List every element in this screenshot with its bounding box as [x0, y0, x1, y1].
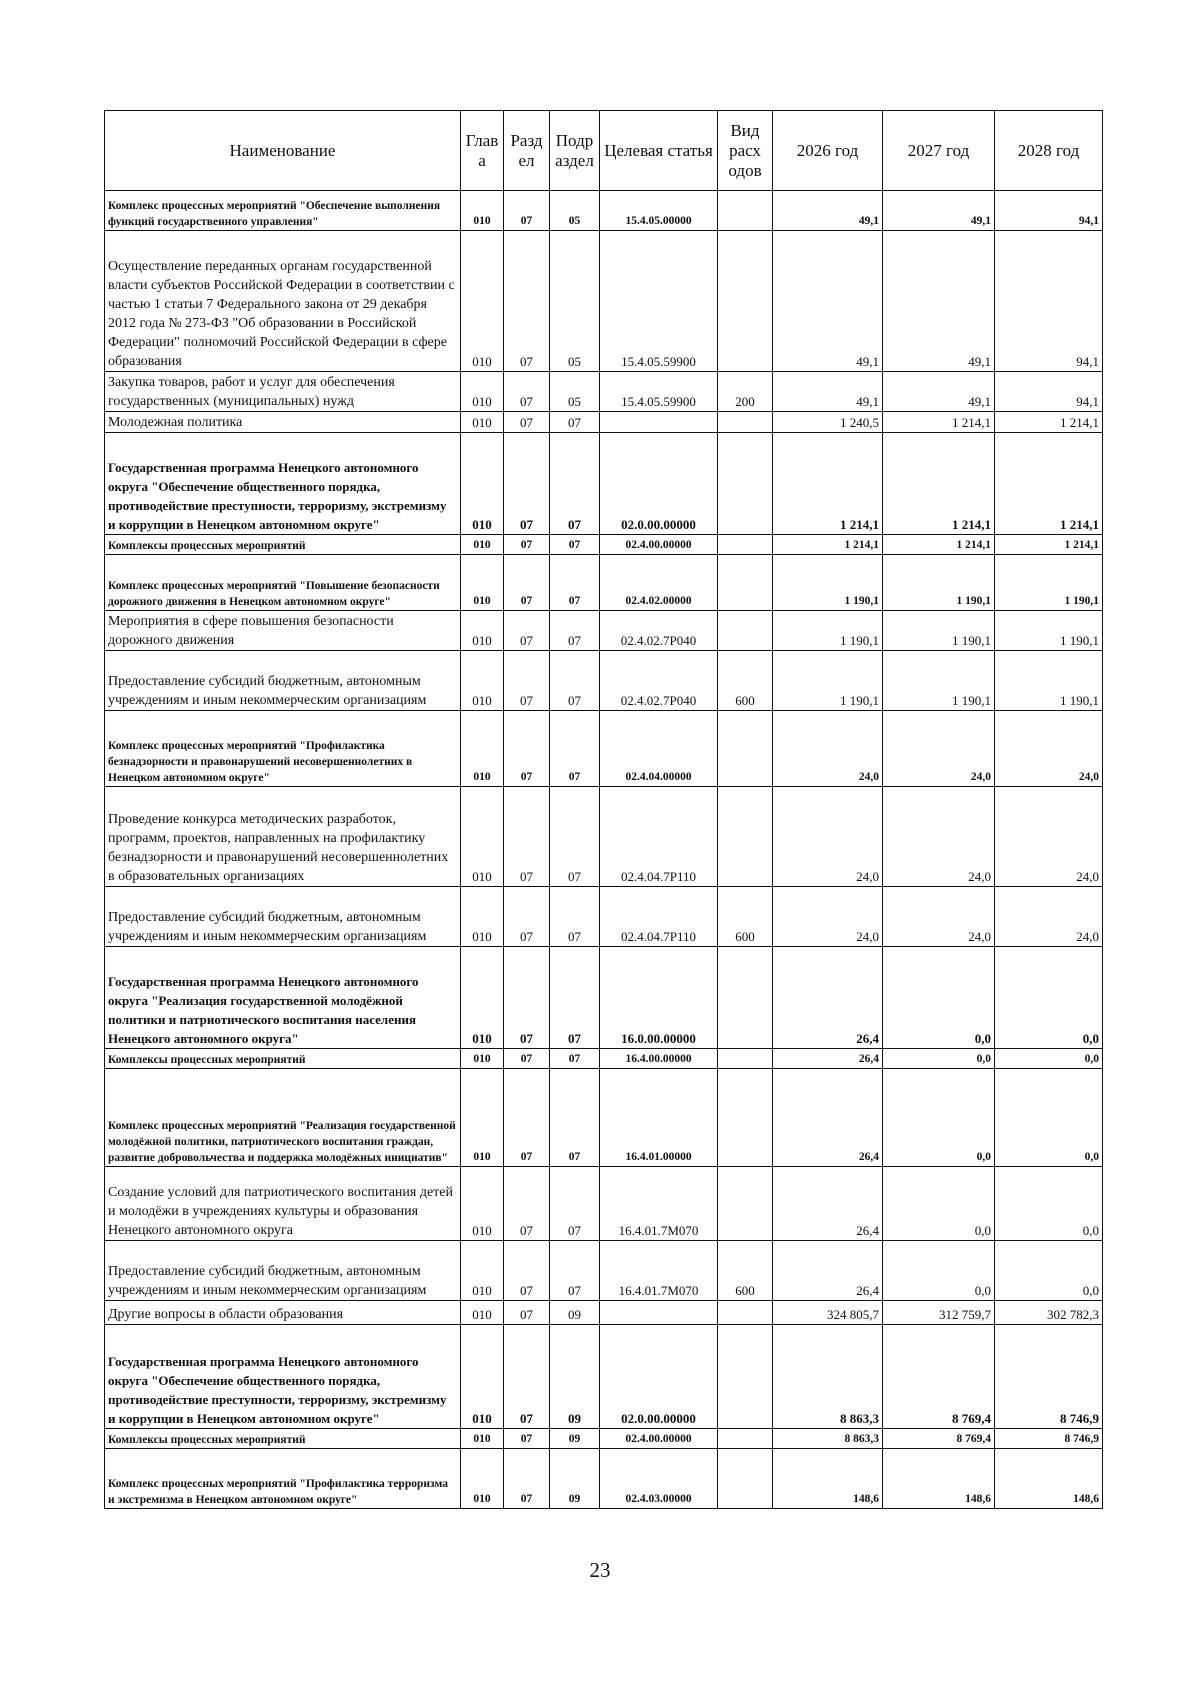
row-glava: 010	[461, 651, 504, 711]
table-row	[105, 1069, 1103, 1167]
row-podrazdel: 05	[550, 372, 600, 412]
table-row	[105, 1449, 1103, 1509]
row-expense-type	[718, 412, 773, 433]
row-glava: 010	[461, 1325, 504, 1429]
row-razdel: 07	[504, 1325, 550, 1429]
row-razdel: 07	[504, 412, 550, 433]
row-razdel: 07	[504, 433, 550, 535]
row-name: Проведение конкурса методических разработок, программ, проектов, направленных на профилактику безнадзорности и правонарушений несовершеннолетних в образовательных организациях	[105, 787, 461, 887]
row-glava: 010	[461, 555, 504, 611]
row-podrazdel: 07	[550, 433, 600, 535]
row-podrazdel: 07	[550, 1049, 600, 1069]
row-value-2027: 49,1	[883, 191, 995, 231]
row-target-article: 02.4.00.00000	[600, 1429, 718, 1449]
row-value-2026: 49,1	[773, 191, 883, 231]
row-value-2026: 8 863,3	[773, 1429, 883, 1449]
row-expense-type	[718, 1429, 773, 1449]
row-razdel: 07	[504, 1167, 550, 1241]
row-value-2026: 1 190,1	[773, 611, 883, 651]
table-row	[105, 433, 1103, 535]
row-expense-type	[718, 231, 773, 372]
row-value-2028: 0,0	[995, 1167, 1103, 1241]
row-podrazdel: 07	[550, 1241, 600, 1301]
row-name: Предоставление субсидий бюджетным, автономным учреждениям и иным некоммерческим организациям	[105, 887, 461, 947]
row-value-2027: 1 190,1	[883, 651, 995, 711]
row-razdel: 07	[504, 535, 550, 555]
row-value-2028: 24,0	[995, 887, 1103, 947]
row-expense-type	[718, 535, 773, 555]
row-value-2026: 24,0	[773, 711, 883, 787]
row-razdel: 07	[504, 611, 550, 651]
header-year-2026: 2026 год	[773, 111, 883, 191]
row-value-2028: 8 746,9	[995, 1429, 1103, 1449]
row-target-article: 02.4.02.7Р040	[600, 651, 718, 711]
row-target-article: 15.4.05.59900	[600, 372, 718, 412]
row-podrazdel: 07	[550, 535, 600, 555]
row-glava: 010	[461, 1449, 504, 1509]
table-row	[105, 1429, 1103, 1449]
row-value-2028: 1 190,1	[995, 555, 1103, 611]
row-value-2028: 0,0	[995, 1241, 1103, 1301]
row-glava: 010	[461, 412, 504, 433]
row-value-2028: 94,1	[995, 372, 1103, 412]
row-value-2026: 49,1	[773, 372, 883, 412]
row-target-article: 02.4.00.00000	[600, 535, 718, 555]
row-glava: 010	[461, 231, 504, 372]
row-expense-type	[718, 611, 773, 651]
row-value-2026: 49,1	[773, 231, 883, 372]
row-glava: 010	[461, 887, 504, 947]
row-razdel: 07	[504, 191, 550, 231]
row-razdel: 07	[504, 887, 550, 947]
row-value-2028: 148,6	[995, 1449, 1103, 1509]
table-row	[105, 1167, 1103, 1241]
header-expense-type: Вид расх одов	[718, 111, 773, 191]
row-glava: 010	[461, 1049, 504, 1069]
row-value-2027: 1 214,1	[883, 433, 995, 535]
row-name: Государственная программа Ненецкого автономного округа "Обеспечение общественного порядка, противодействие преступности, терроризму, экстремизму и коррупции в Ненецком автономном округе"	[105, 1325, 461, 1429]
row-podrazdel: 07	[550, 947, 600, 1049]
row-glava: 010	[461, 711, 504, 787]
row-value-2028: 94,1	[995, 191, 1103, 231]
row-podrazdel: 07	[550, 611, 600, 651]
table-row	[105, 412, 1103, 433]
row-value-2026: 8 863,3	[773, 1325, 883, 1429]
row-name: Комплекс процессных мероприятий "Профилактика безнадзорности и правонарушений несовершеннолетних в Ненецком автономном округе"	[105, 711, 461, 787]
row-razdel: 07	[504, 372, 550, 412]
page-number: 23	[589, 1558, 611, 1582]
row-value-2027: 148,6	[883, 1449, 995, 1509]
table-row	[105, 611, 1103, 651]
row-razdel: 07	[504, 1301, 550, 1325]
row-value-2026: 26,4	[773, 1069, 883, 1167]
row-value-2026: 26,4	[773, 1167, 883, 1241]
row-expense-type: 200	[718, 372, 773, 412]
row-podrazdel: 07	[550, 651, 600, 711]
row-value-2027: 1 190,1	[883, 555, 995, 611]
row-value-2028: 24,0	[995, 711, 1103, 787]
row-podrazdel: 07	[550, 555, 600, 611]
row-value-2028: 0,0	[995, 1069, 1103, 1167]
row-value-2027: 24,0	[883, 711, 995, 787]
budget-sheet	[104, 110, 1103, 1509]
row-name: Предоставление субсидий бюджетным, автономным учреждениям и иным некоммерческим организациям	[105, 1241, 461, 1301]
row-value-2028: 94,1	[995, 231, 1103, 372]
row-podrazdel: 05	[550, 191, 600, 231]
row-value-2028: 8 746,9	[995, 1325, 1103, 1429]
row-expense-type: 600	[718, 1241, 773, 1301]
row-target-article: 16.4.01.7М070	[600, 1241, 718, 1301]
row-value-2028: 0,0	[995, 1049, 1103, 1069]
table-row	[105, 535, 1103, 555]
row-podrazdel: 09	[550, 1449, 600, 1509]
table-row	[105, 1241, 1103, 1301]
row-target-article: 15.4.05.00000	[600, 191, 718, 231]
row-value-2026: 24,0	[773, 887, 883, 947]
row-razdel: 07	[504, 947, 550, 1049]
row-razdel: 07	[504, 555, 550, 611]
row-target-article: 02.4.04.00000	[600, 711, 718, 787]
row-value-2027: 24,0	[883, 887, 995, 947]
table-row	[105, 191, 1103, 231]
row-value-2026: 324 805,7	[773, 1301, 883, 1325]
row-value-2027: 24,0	[883, 787, 995, 887]
table-row	[105, 947, 1103, 1049]
row-name: Комплекс процессных мероприятий "Реализация государственной молодёжной политики, патриотического воспитания граждан, развитие добровольчества и поддержка молодёжных инициатив"	[105, 1069, 461, 1167]
row-name: Государственная программа Ненецкого автономного округа "Обеспечение общественного порядка, противодействие преступности, терроризму, экстремизму и коррупции в Ненецком автономном округе"	[105, 433, 461, 535]
row-name: Мероприятия в сфере повышения безопасности дорожного движения	[105, 611, 461, 651]
row-name: Комплексы процессных мероприятий	[105, 1429, 461, 1449]
row-target-article: 02.4.02.00000	[600, 555, 718, 611]
row-value-2026: 1 190,1	[773, 555, 883, 611]
row-target-article: 15.4.05.59900	[600, 231, 718, 372]
row-podrazdel: 07	[550, 787, 600, 887]
row-name: Комплекс процессных мероприятий "Профилактика терроризма и экстремизма в Ненецком автономном округе"	[105, 1449, 461, 1509]
row-glava: 010	[461, 787, 504, 887]
row-glava: 010	[461, 1301, 504, 1325]
row-glava: 010	[461, 191, 504, 231]
header-year-2028: 2028 год	[995, 111, 1103, 191]
row-expense-type	[718, 1301, 773, 1325]
header-podrazdel: Подр аздел	[550, 111, 600, 191]
row-expense-type	[718, 1049, 773, 1069]
row-razdel: 07	[504, 1069, 550, 1167]
row-razdel: 07	[504, 1449, 550, 1509]
row-expense-type: 600	[718, 887, 773, 947]
row-target-article	[600, 412, 718, 433]
row-glava: 010	[461, 947, 504, 1049]
row-razdel: 07	[504, 1049, 550, 1069]
row-target-article: 02.4.04.7Р110	[600, 787, 718, 887]
row-podrazdel: 09	[550, 1325, 600, 1429]
row-value-2027: 1 214,1	[883, 535, 995, 555]
row-target-article: 16.4.01.00000	[600, 1069, 718, 1167]
row-name: Комплексы процессных мероприятий	[105, 535, 461, 555]
row-target-article: 02.4.03.00000	[600, 1449, 718, 1509]
table-row	[105, 787, 1103, 887]
row-expense-type	[718, 711, 773, 787]
row-value-2027: 0,0	[883, 1049, 995, 1069]
row-razdel: 07	[504, 651, 550, 711]
row-razdel: 07	[504, 1241, 550, 1301]
row-target-article: 16.4.01.7М070	[600, 1167, 718, 1241]
row-name: Молодежная политика	[105, 412, 461, 433]
row-podrazdel: 09	[550, 1301, 600, 1325]
row-value-2026: 1 214,1	[773, 535, 883, 555]
row-value-2028: 0,0	[995, 947, 1103, 1049]
row-expense-type	[718, 1449, 773, 1509]
table-row	[105, 1301, 1103, 1325]
row-expense-type	[718, 947, 773, 1049]
row-target-article	[600, 1301, 718, 1325]
row-value-2028: 1 190,1	[995, 651, 1103, 711]
row-value-2028: 1 190,1	[995, 611, 1103, 651]
table-row	[105, 711, 1103, 787]
row-value-2027: 0,0	[883, 1167, 995, 1241]
row-razdel: 07	[504, 231, 550, 372]
row-target-article: 02.4.02.7Р040	[600, 611, 718, 651]
row-value-2027: 0,0	[883, 947, 995, 1049]
row-name: Создание условий для патриотического воспитания детей и молодёжи в учреждениях культуры и образования Ненецкого автономного округа	[105, 1167, 461, 1241]
row-podrazdel: 07	[550, 711, 600, 787]
row-target-article: 16.4.00.00000	[600, 1049, 718, 1069]
row-value-2027: 8 769,4	[883, 1429, 995, 1449]
row-value-2028: 1 214,1	[995, 412, 1103, 433]
row-value-2026: 1 240,5	[773, 412, 883, 433]
row-razdel: 07	[504, 1429, 550, 1449]
row-glava: 010	[461, 535, 504, 555]
row-value-2028: 1 214,1	[995, 535, 1103, 555]
header-row	[105, 111, 1103, 191]
row-value-2027: 8 769,4	[883, 1325, 995, 1429]
header-year-2027: 2027 год	[883, 111, 995, 191]
header-razdel: Разд ел	[504, 111, 550, 191]
row-expense-type	[718, 1167, 773, 1241]
row-podrazdel: 07	[550, 412, 600, 433]
table-row	[105, 1325, 1103, 1429]
row-expense-type	[718, 1325, 773, 1429]
row-value-2027: 1 214,1	[883, 412, 995, 433]
row-expense-type	[718, 555, 773, 611]
row-name: Другие вопросы в области образования	[105, 1301, 461, 1325]
row-podrazdel: 07	[550, 887, 600, 947]
row-expense-type	[718, 191, 773, 231]
row-podrazdel: 07	[550, 1167, 600, 1241]
row-value-2026: 1 214,1	[773, 433, 883, 535]
row-value-2028: 1 214,1	[995, 433, 1103, 535]
table-row	[105, 1049, 1103, 1069]
table-body	[105, 191, 1103, 1509]
row-name: Комплексы процессных мероприятий	[105, 1049, 461, 1069]
row-glava: 010	[461, 1069, 504, 1167]
row-name: Комплекс процессных мероприятий "Обеспечение выполнения функций государственного управления"	[105, 191, 461, 231]
row-podrazdel: 07	[550, 1069, 600, 1167]
table-row	[105, 887, 1103, 947]
row-name: Комплекс процессных мероприятий "Повышение безопасности дорожного движения в Ненецком автономном округе"	[105, 555, 461, 611]
row-expense-type	[718, 787, 773, 887]
row-podrazdel: 09	[550, 1429, 600, 1449]
row-target-article: 02.0.00.00000	[600, 433, 718, 535]
row-expense-type	[718, 1069, 773, 1167]
row-glava: 010	[461, 1429, 504, 1449]
row-glava: 010	[461, 611, 504, 651]
row-value-2027: 49,1	[883, 231, 995, 372]
row-razdel: 07	[504, 711, 550, 787]
row-target-article: 02.0.00.00000	[600, 1325, 718, 1429]
table-row	[105, 651, 1103, 711]
row-name: Государственная программа Ненецкого автономного округа "Реализация государственной молодёжной политики и патриотического воспитания населения Ненецкого автономного округа"	[105, 947, 461, 1049]
header-target-article: Целевая статья	[600, 111, 718, 191]
row-name: Закупка товаров, работ и услуг для обеспечения государственных (муниципальных) нужд	[105, 372, 461, 412]
row-podrazdel: 05	[550, 231, 600, 372]
row-value-2027: 0,0	[883, 1241, 995, 1301]
row-value-2027: 49,1	[883, 372, 995, 412]
row-value-2028: 24,0	[995, 787, 1103, 887]
row-value-2027: 0,0	[883, 1069, 995, 1167]
row-target-article: 16.0.00.00000	[600, 947, 718, 1049]
header-glava: Глав а	[461, 111, 504, 191]
table-row	[105, 555, 1103, 611]
budget-table	[104, 110, 1103, 1509]
row-value-2026: 148,6	[773, 1449, 883, 1509]
row-glava: 010	[461, 433, 504, 535]
header-name: Наименование	[105, 111, 461, 191]
row-value-2027: 312 759,7	[883, 1301, 995, 1325]
row-value-2026: 1 190,1	[773, 651, 883, 711]
row-expense-type	[718, 433, 773, 535]
row-name: Осуществление переданных органам государственной власти субъектов Российской Федерации в соответствии с частью 1 статьи 7 Федерального закона от 29 декабря 2012 года № 273-ФЗ "Об образовании в Российской Федерации" полномочий Российской Федерации в сфере образования	[105, 231, 461, 372]
row-value-2026: 26,4	[773, 947, 883, 1049]
row-glava: 010	[461, 372, 504, 412]
row-value-2027: 1 190,1	[883, 611, 995, 651]
row-glava: 010	[461, 1167, 504, 1241]
row-value-2026: 26,4	[773, 1241, 883, 1301]
row-value-2026: 24,0	[773, 787, 883, 887]
row-value-2026: 26,4	[773, 1049, 883, 1069]
table-row	[105, 231, 1103, 372]
row-glava: 010	[461, 1241, 504, 1301]
row-target-article: 02.4.04.7Р110	[600, 887, 718, 947]
row-razdel: 07	[504, 787, 550, 887]
row-value-2028: 302 782,3	[995, 1301, 1103, 1325]
row-expense-type: 600	[718, 651, 773, 711]
row-name: Предоставление субсидий бюджетным, автономным учреждениям и иным некоммерческим организациям	[105, 651, 461, 711]
table-row	[105, 372, 1103, 412]
